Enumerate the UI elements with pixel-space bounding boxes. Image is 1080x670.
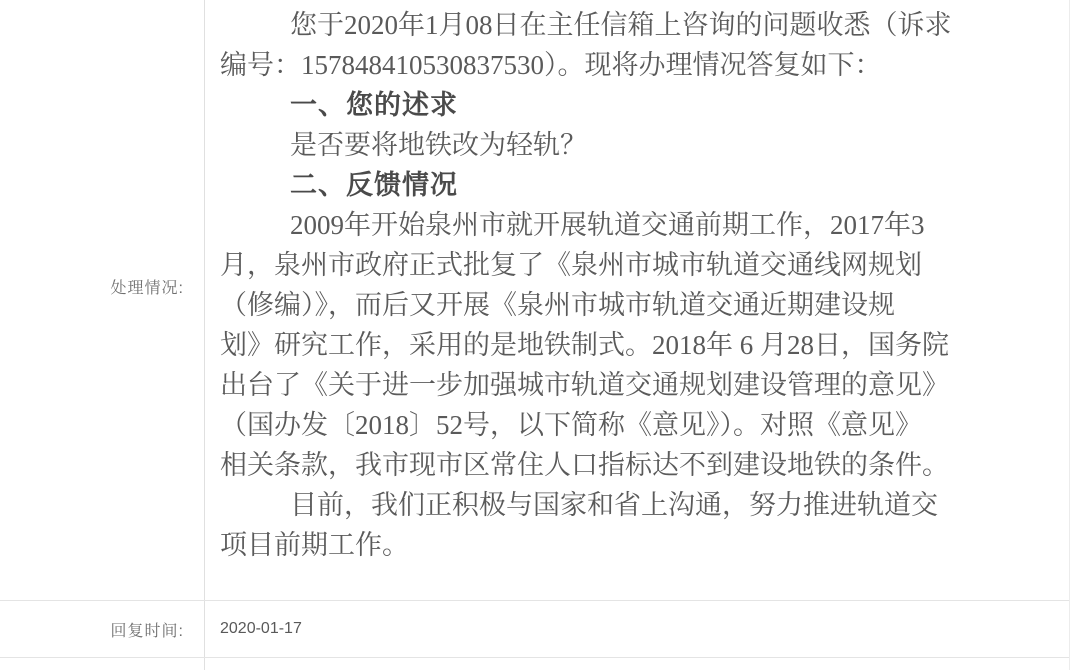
content-heading-line: 一、您的述求 [290,90,458,120]
content-text-line: 月，泉州市政府正式批复了《泉州市城市轨道交通线网规划 [220,250,922,280]
content-text-line: 划》研究工作，采用的是地铁制式。2018年 6 月28日，国务院 [220,330,949,360]
content-text-line: 项目前期工作。 [220,530,409,560]
reply-time-label: 回复时间: [0,601,205,657]
content-text-line: 相关条款，我市现市区常住人口指标达不到建设地铁的条件。 [220,450,949,480]
content-text-line: 是否要将地铁改为轻轨？ [290,130,587,160]
content-text-line: 您于2020年1月08日在主任信箱上咨询的问题收悉（诉求 [290,10,952,40]
processing-status-label: 处理情况: [0,0,205,600]
content-text-line: （修编）》，而后又开展《泉州市城市轨道交通近期建设规 [220,290,895,320]
content-text-line: （国办发〔2018〕52号，以下简称《意见》）。对照《意见》 [220,410,922,440]
next-row-partial [0,658,1069,670]
content-heading-line: 二、反馈情况 [290,170,458,200]
processing-status-content [205,0,1069,600]
content-text-line: 目前，我们正积极与国家和省上沟通，努力推进轨道交 [290,490,938,520]
content-text-line: 2009年开始泉州市就开展轨道交通前期工作，2017年3 [290,210,925,240]
next-row-label-cell [0,658,205,670]
reply-time-row [0,601,1069,658]
next-row-content-cell [205,658,1069,670]
reply-time-value: 2020-01-17 [220,620,302,637]
content-text-line: 编号：157848410530837530）。现将办理情况答复如下： [220,50,882,80]
content-text-line: 出台了《关于进一步加强城市轨道交通规划建设管理的意见》 [220,370,949,400]
